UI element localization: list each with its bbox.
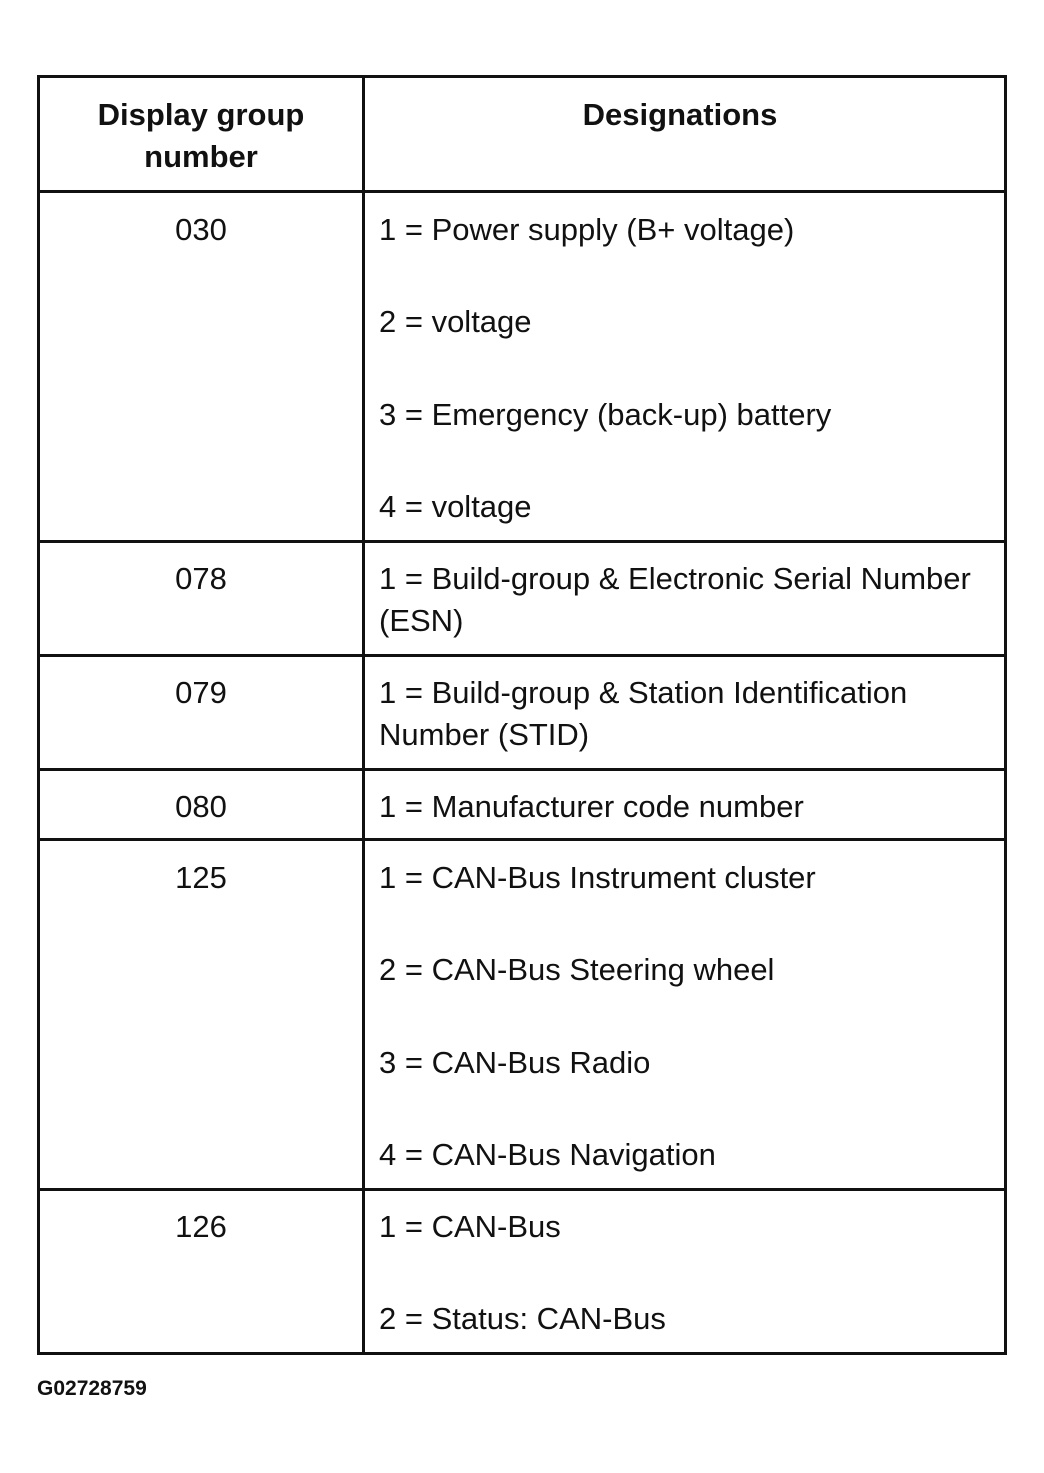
designation: 4 = CAN-Bus Navigation — [379, 1137, 716, 1172]
designation: 3 = Emergency (back-up) battery — [379, 397, 832, 432]
designation: 4 = voltage — [379, 489, 532, 524]
designation: 1 = Build-group & Electronic Serial Number (ESN) — [379, 561, 971, 638]
row-divider — [40, 654, 1004, 657]
group-number: 079 — [175, 675, 227, 710]
group-number: 126 — [175, 1209, 227, 1244]
row-divider — [40, 190, 1004, 193]
group-number: 030 — [175, 212, 227, 247]
designation: 1 = Power supply (B+ voltage) — [379, 212, 795, 247]
designation: 3 = CAN-Bus Radio — [379, 1045, 651, 1080]
group-number: 125 — [175, 860, 227, 895]
designation: 1 = CAN-Bus — [379, 1209, 561, 1244]
row-divider — [40, 1188, 1004, 1191]
group-number: 078 — [175, 561, 227, 596]
row-divider — [40, 768, 1004, 771]
designation: 2 = CAN-Bus Steering wheel — [379, 952, 775, 987]
header-display-group-number: Display group number — [97, 97, 305, 174]
figure-id: G02728759 — [37, 1377, 147, 1400]
designation: 1 = Manufacturer code number — [379, 789, 804, 824]
row-divider — [40, 838, 1004, 841]
group-number: 080 — [175, 789, 227, 824]
designation: 1 = Build-group & Station Identification Number (STID) — [379, 675, 908, 752]
designation: 2 = voltage — [379, 304, 532, 339]
row-divider — [40, 540, 1004, 543]
header-designations: Designations — [582, 97, 778, 132]
column-divider — [362, 78, 365, 1352]
designation: 2 = Status: CAN-Bus — [379, 1301, 666, 1336]
display-group-table — [37, 75, 1007, 1355]
designation: 1 = CAN-Bus Instrument cluster — [379, 860, 816, 895]
